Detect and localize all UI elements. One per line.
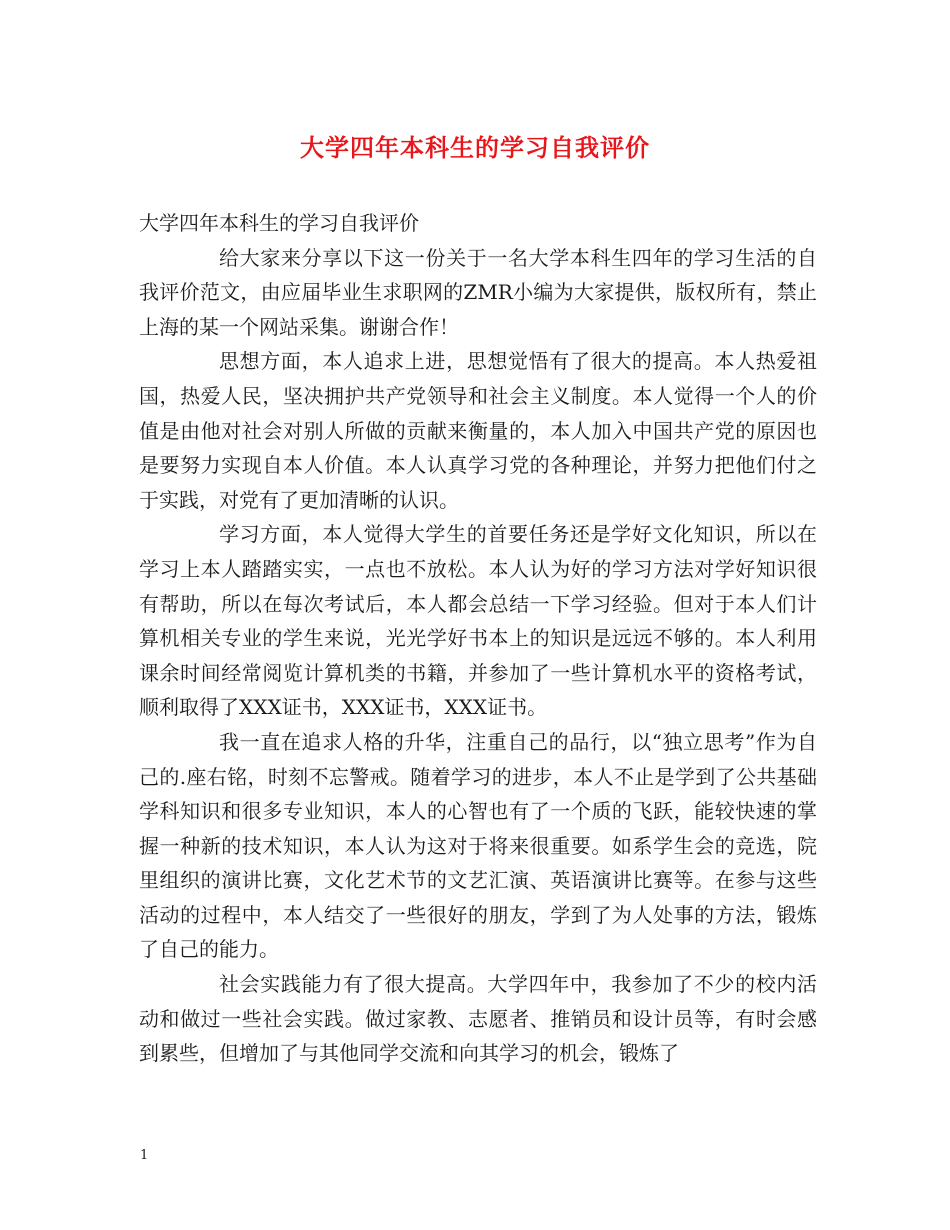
document-body [139, 206, 817, 1071]
paragraph-social-practice: 社会实践能力有了很大提高。大学四年中，我参加了不少的校内活动和做过一些社会实践。做过家教、志愿者、推销员和设计员等，有时会感到累些，但增加了与其他同学交流和向其学习的机会，锻炼了 [139, 972, 817, 1066]
paragraph-study: 学习方面，本人觉得大学生的首要任务还是学好文化知识，所以在学习上本人踏踏实实，一点也不放松。本人认为好的学习方法对学好知识很有帮助，所以在每次考试后，本人都会总结一下学习经验。但对于本人们计算机相关专业的学生来说，光光学好书本上的知识是远远不够的。本人利用课余时间经常阅览计算机类的书籍，并参加了一些计算机水平的资格考试，顺利取得了XXX证书，XXX证书，XXX证书。 [139, 522, 817, 720]
paragraph-thought: 思想方面，本人追求上进，思想觉悟有了很大的提高。本人热爱祖国，热爱人民，坚决拥护共产党领导和社会主义制度。本人觉得一个人的价值是由他对社会对别人所做的贡献来衡量的，本人加入中国共产党的原因也是要努力实现自本人价值。本人认真学习党的各种理论，并努力把他们付之于实践，对党有了更加清晰的认识。 [139, 349, 817, 512]
document-subtitle: 大学四年本科生的学习自我评价 [139, 211, 419, 235]
page-number: 1 [140, 1148, 149, 1163]
paragraph-character: 我一直在追求人格的升华，注重自己的品行，以“独立思考”作为自己的.座右铭，时刻不忘警戒。随着学习的进步，本人不止是学到了公共基础学科知识和很多专业知识，本人的心智也有了一个质的飞跃，能较快速的掌握一种新的技术知识，本人认为这对于将来很重要。如系学生会的竞选，院里组织的演讲比赛，文化艺术节的文艺汇演、英语演讲比赛等。在参与这些活动的过程中，本人结交了一些很好的朋友，学到了为人处事的方法，锻炼了自己的能力。 [139, 729, 817, 962]
paragraph-intro: 给大家来分享以下这一份关于一名大学本科生四年的学习生活的自我评价范文，由应届毕业生求职网的ZMR小编为大家提供，版权所有，禁止上海的某一个网站采集。谢谢合作！ [139, 245, 817, 339]
document-title: 大学四年本科生的学习自我评价 [300, 133, 650, 162]
